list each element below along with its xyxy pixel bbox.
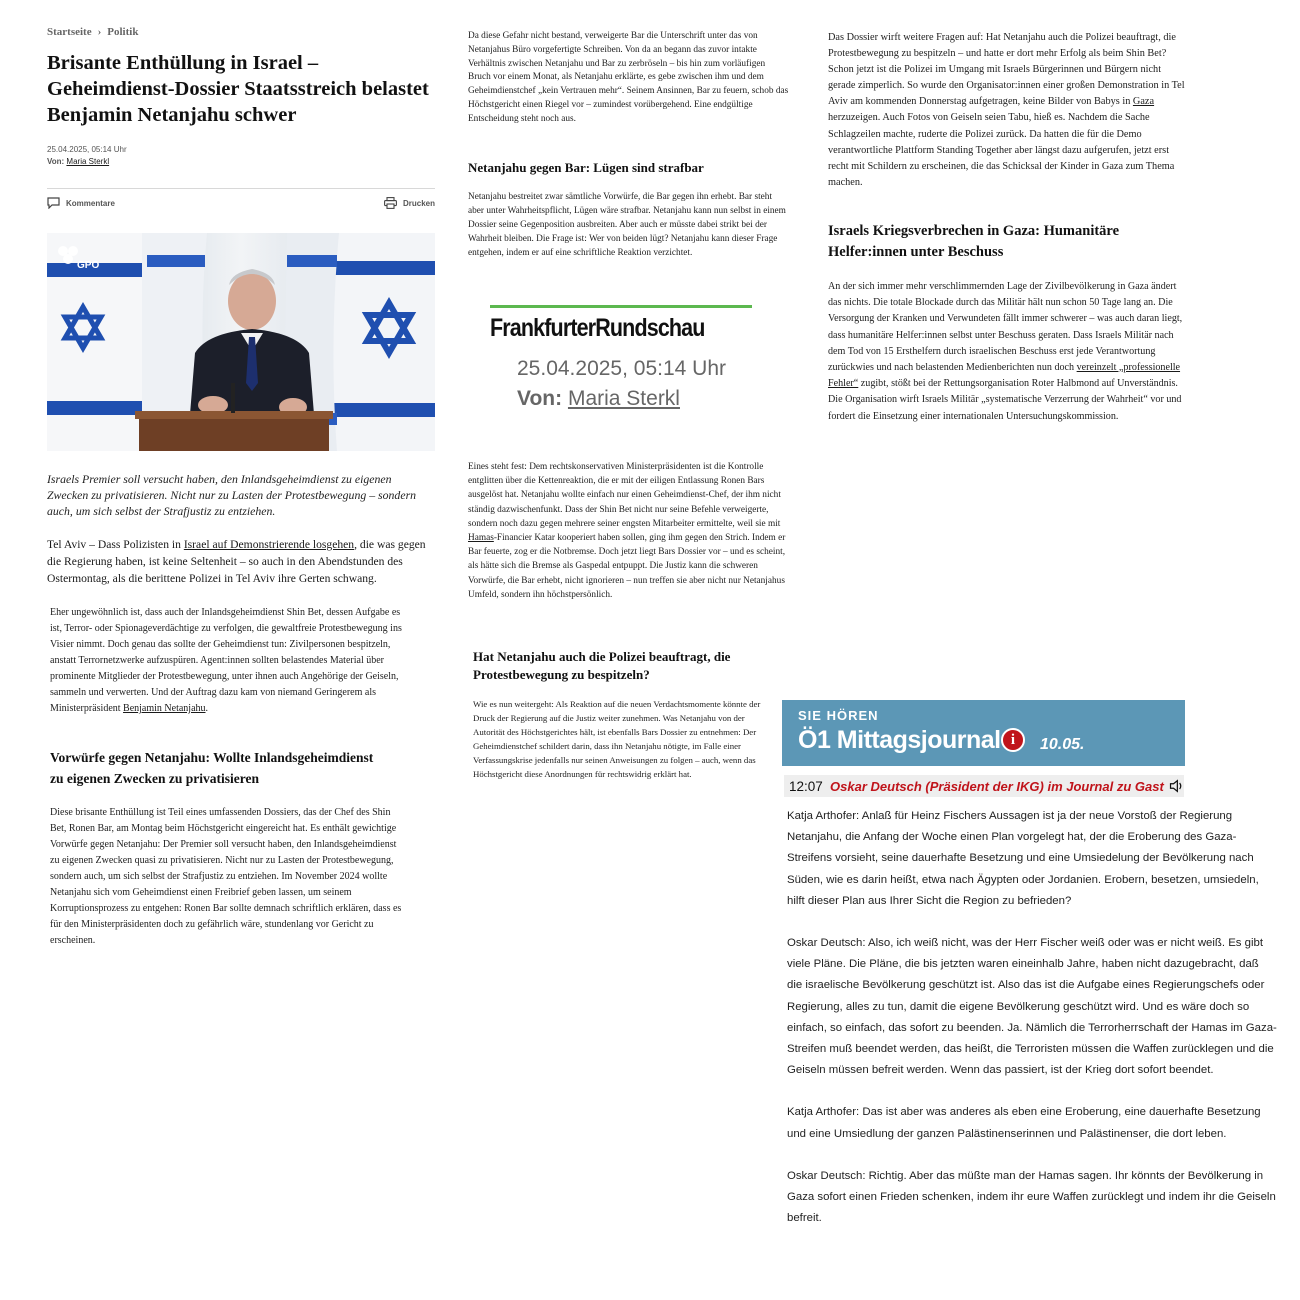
show-title: Ö1 Mittagsjournal xyxy=(798,726,1001,754)
subheading-lies: Netanjahu gegen Bar: Lügen sind strafbar xyxy=(468,159,704,175)
article-lead: Israels Premier soll versucht haben, den Inlandsgeheimdienst zu eigenen Zwecken zu privatisieren. Nicht nur zu Lasten der Protestbewegung – sondern auch, um sich selbst der Strafjustiz zu entziehen. xyxy=(47,472,417,518)
article-paragraph-7: Wie es nun weitergeht: Als Reaktion auf die neuen Verdachtsmomente könnte der Druck der Regierung auf die Justiz weiter zunehmen. Was Netanjahu von der Autorität des Höchstgerichtes hält, ist ebenfalls Bars Dossier zu entnehmen: Der Geheimdienstchef schildert darin, dass ihn Netanjahu nötigte, im Falle einer Verfassungskrise jedenfalls nur seinen Anweisungen zu folgen – auch, wenn das Höchstgericht diese Anordnungen für rechtswidrig erklärt hat. xyxy=(473,699,761,779)
fr-accent-bar xyxy=(490,305,752,308)
oe1-banner xyxy=(782,700,1185,766)
comments-label: Kommentare xyxy=(66,198,115,208)
subheading-accusations: Vorwürfe gegen Netanjahu: Wollte Inlandsgeheimdienst zu eigenen Zwecken zu privatisieren xyxy=(50,750,374,786)
segment-bar xyxy=(784,775,1184,797)
breadcrumb-section-link[interactable]: Politik xyxy=(107,26,139,38)
article-column-3 xyxy=(828,30,1188,425)
breadcrumb xyxy=(47,26,435,38)
article-column-2-lower xyxy=(468,460,790,602)
article-headline: Brisante Enthüllung in Israel – Geheimdienst-Dossier Staatsstreich belastet Benjamin Netanjahu schwer xyxy=(47,52,429,126)
inline-link-demonstrations[interactable]: Israel auf Demonstrierende losgehen xyxy=(183,538,355,551)
info-icon[interactable]: i xyxy=(1001,728,1025,752)
breadcrumb-home-link[interactable]: Startseite xyxy=(47,26,92,38)
inline-link-netanjahu[interactable]: Benjamin Netanjahu xyxy=(123,703,206,714)
article-byline xyxy=(47,156,435,168)
fr-clipping xyxy=(490,305,756,440)
printer-icon xyxy=(384,197,397,209)
transcript-paragraph: Katja Arthofer: Anlaß für Heinz Fischers Aussagen ist ja der neue Vorstoß der Regierung Netanjahu, die Anfang der Woche einen Plan vorgelegt hat, der die Eroberung des Gaza-Streifens vorsieht, seine dauerhafte Besetzung und eine Umsiedelung der Bevölkerung nach Süden, wie es darin heißt, etwa nach Ägypten oder Jordanien. Erobern, besetzen, umsiedeln, hilft dieser Plan aus Ihrer Sicht die Region zu befrieden? xyxy=(787,810,1259,907)
print-button[interactable] xyxy=(384,197,435,209)
comments-button[interactable] xyxy=(47,197,115,209)
transcript-paragraph: Oskar Deutsch: Richtig. Aber das müßte man der Hamas sagen. Ihr könnts der Bevölkerung in Gaza sofort einen Frieden schenken, indem ihr eure Waffen zurücklegt und indem ihr die Geiseln befreit. xyxy=(787,1169,1276,1225)
segment-title[interactable]: Oskar Deutsch (Präsident der IKG) im Journal zu Gast xyxy=(830,778,1164,794)
article-paragraph-9: An der sich immer mehr verschlimmernden Lage der Zivilbevölkerung in Gaza ändert das nichts. Die totale Blockade durch das Militär hält nun schon 50 Tage lang an. Die Versorgung der Kranken und Verwundeten fällt immer schwerer – was auch daran liegt, dass humanitäre Helfer:innen selbst unter Beschuss geraten. Dass Israels Militär nach dem Tod von 15 Ersthelfern durch israelischen Beschuss erst jede Verantwortung zurückwies und nach belastenden Medienberichten nun doch vereinzelt „professionelle Fehler“ zugibt, stößt bei der Rettungsorganisation Roter Halbmond auf Unverständnis. Die Organisation wirft Israels Militär „systematische Verzerrung der Wahrheit“ vor und fordert die Einsetzung einer internationalen Untersuchungskommission. xyxy=(828,280,1183,422)
transcript-paragraph: Oskar Deutsch: Also, ich weiß nicht, was der Herr Fischer weiß oder was er nicht weiß. Es gibt viele Pläne. Die Pläne, die bis jetzten waren eineinhalb Jahre, haben nicht dazugebracht, daß die israelische Bevölkerung geschützt ist. Also das ist die Aufgabe eines Regierungschefs oder Regierung, alles zu tun, damit die eigene Bevölkerung geschützt wird. Und es wäre doch so einfach, so einfach, das sofort zu beenden. Ja. Nämlich die Terrorherrschaft der Hamas im Gaza-Streifen muß beendet werden, das heißt, die Terroristen müssen die Waffen zurücklegen und die Geiseln müssen befreit werden. Wenn das passiert, ist der Krieg dort sofort beendet. xyxy=(787,937,1277,1077)
fr-date: 25.04.2025, 05:14 Uhr xyxy=(517,357,726,380)
article-paragraph-1: Tel Aviv – Dass Polizisten in Israel auf Demonstrierende losgehen, die was gegen die Regierung haben, ist keine Seltenheit – so auch in den Abendstunden des Ostermontag, als die berittene Polizei in Tel Aviv ihre Gerten schwang. xyxy=(47,538,426,585)
now-playing-label: SIE HÖREN xyxy=(798,708,879,723)
byline-label: Von: xyxy=(47,157,65,166)
fr-byline: Von: Maria Sterkl xyxy=(517,387,680,410)
article-paragraph-8: Das Dossier wirft weitere Fragen auf: Hat Netanjahu auch die Polizei beauftragt, die Protestbewegung zu bespitzeln – und hatte er dort mehr Erfolg als beim Shin Bet? Schon jetzt ist die Polizei im Umgang mit Israels Bürgerinnen und Bürgern nicht gerade zimperlich. So wurde den Organisator:innen einer großen Demonstration in Tel Aviv am kommenden Donnerstag aufgetragen, keine Bilder von Babys in Gaza herzuzeigen. Auch Fotos von Geiseln seien Tabu, hieß es. Nachdem die Sache Schlagzeilen machte, ruderte die Polizei zurück. Da hatten die für die Demo verantwortliche Plattform Standing Together aber längst dazu aufgerufen, jetzt erst recht mit Schildern zu erscheinen, die das Schicksal der Kinder in Gaza zum Thema machen. xyxy=(828,32,1185,188)
subheading-police: Hat Netanjahu auch die Polizei beauftragt, die Protestbewegung zu bespitzeln? xyxy=(473,649,731,682)
article-paragraph-5: Netanjahu bestreitet zwar sämtliche Vorwürfe, die Bar gegen ihn erhebt. Bar steht aber unter Wahrheitspflicht, Lügen wäre strafbar. Netanjahu kann nun selbst in einem Dossier seine Gegenposition ausbreiten. Aber auch er müsste dabei strikt bei der Wahrheit bleiben. Die Frage ist: Wer von beiden lügt? Netanjahu kann dieser Frage entgehen, indem er auf eine schriftliche Reaktion verzichtet. xyxy=(468,191,786,258)
subheading-war-crimes: Israels Kriegsverbrechen in Gaza: Humanitäre Helfer:innen unter Beschuss xyxy=(828,222,1120,260)
netanyahu-at-podium-photo xyxy=(47,233,435,451)
broadcast-date: 10.05. xyxy=(1040,736,1085,753)
article-paragraph-6: Eines steht fest: Dem rechtskonservativen Ministerpräsidenten ist die Kontrolle entglitten über die Kettenreaktion, die er mit der eiligen Entlassung Ronen Bars ausgelöst hat. Netanjahu wollte einfach nur einen Geheimdienst-Chef, der ihm nicht ständig dazwischenfunkt. Dass der Shin Bet nicht nur seine Befehle verweigerte, sondern noch dazu gegen mehrere seiner engsten Mitarbeiter ermittelte, weil sie mit Hamas-Financier Katar kooperiert haben sollen, ging ihm gegen den Strich. Indem er Bar feuerte, zog er die Notbremse. Doch jetzt liegt Bars Dossier vor – und es scheint, als hätte sich die Bremse als Gaspedal entpuppt. Die Justiz kann die schweren Vorwürfe, die Bar erhebt, nicht ignorieren – nun treffen sie aber nicht nur Netanjahus Umfeld, sondern ihn höchstpersönlich. xyxy=(468,462,786,600)
inline-link-gaza[interactable]: Gaza xyxy=(1132,96,1155,108)
article-column-1 xyxy=(47,26,435,949)
chevron-right-icon: › xyxy=(97,26,102,38)
transcript-paragraph: Katja Arthofer: Das ist aber was anderes als eben eine Eroberung, eine dauerhafte Besetzung und eine Umsiedlung der ganzen Palästinenserinnen und Palästinenser, die dort leben. xyxy=(787,1106,1261,1140)
comment-icon xyxy=(47,197,60,209)
article-column-2 xyxy=(468,30,790,260)
photo-credit-badge: GPO xyxy=(77,260,100,271)
article-paragraph-3: Diese brisante Enthüllung ist Teil eines umfassenden Dossiers, das der Chef des Shin Bet, Ronen Bar, am Montag beim Höchstgericht eingereicht hat. Es enthält gewichtige Vorwürfe gegen Netanjahu: Der Premier soll versucht haben, den Inlandsgeheimdienst zu eigenen Zwecken quasi zu privatisieren. Nicht nur zu Lasten der Protestbewegung, sondern auch, um sich selbst der Strafjustiz zu entziehen. Im November 2024 wollte Netanjahu sich vom Geheimdienst einen Freibrief geben lassen, um seinem Korruptionsprozess zu entgehen: Ronen Bar sollte demnach schriftlich erklären, dass es für den Ministerpräsidenten doch zu gefährlich wäre, stundenlang vor Gericht zu erscheinen. xyxy=(50,807,402,946)
print-label: Drucken xyxy=(402,198,435,208)
article-column-2-bottom xyxy=(473,648,778,781)
article-date: 25.04.2025, 05:14 Uhr xyxy=(47,145,127,154)
inline-link-professional-errors[interactable]: vereinzelt „professionelle Fehler“ xyxy=(828,361,1181,390)
article-meta xyxy=(47,144,435,168)
article-photo xyxy=(47,233,435,451)
inline-link-hamas[interactable]: Hamas xyxy=(468,533,494,544)
segment-time: 12:07 xyxy=(789,778,823,794)
article-paragraph-2: Eher ungewöhnlich ist, dass auch der Inlandsgeheimdienst Shin Bet, dessen Aufgabe es ist, Terror- oder Spionageverdächtige zu verfolgen, die gewaltfreie Protestbewegung ins Visier nimmt. Doch genau das sollte der Geheimdienst tun: Zivilpersonen bespitzeln, anstatt Terrornetzwerke aufzuspüren. Agent:innen sollten belastendes Material über prominente Mitglieder der Protestbewegung, unter ihnen auch Angehörige der Geiseln, sammeln und verwerten. Und der Auftrag dazu kam von niemand Geringerem als Ministerpräsident Benjamin Netanjahu. xyxy=(50,607,402,714)
frankfurter-rundschau-logo: FrankfurterRundschau xyxy=(490,314,705,342)
fr-author-link[interactable]: Maria Sterkl xyxy=(567,387,680,410)
article-toolbar xyxy=(47,188,435,209)
article-paragraph-4: Da diese Gefahr nicht bestand, verweigerte Bar die Unterschrift unter das von Netanjahus Büro vorgefertigte Schreiben. Von da an begann das zuvor intakte Verhältnis zwischen Netanjahu und Bar zu zerbröseln – bis hin zum vorläufigen Bruch vor einem Monat, als Netanjahu erklärte, es gebe zwischen ihm und dem Geheimdienstchef „kein Vertrauen mehr“. Seinem Ansinnen, Bar zu feuern, schob das Höchstgericht einen Riegel vor – zumindest vorübergehend. Eine endgültige Entscheidung steht noch aus. xyxy=(468,31,789,124)
interview-transcript xyxy=(787,806,1277,1229)
author-link[interactable]: Maria Sterkl xyxy=(66,157,110,166)
speaker-icon[interactable] xyxy=(1169,778,1184,794)
